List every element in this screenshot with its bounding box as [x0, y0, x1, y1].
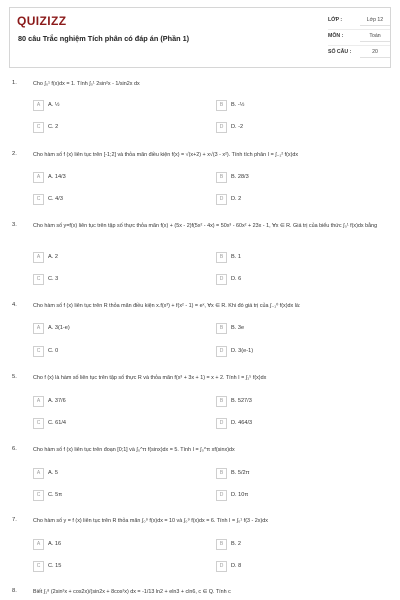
option-text: C. 2 — [48, 124, 59, 130]
option-letter-box: D — [216, 561, 227, 572]
option-letter-box: A — [33, 396, 44, 407]
option-letter-box: C — [33, 122, 44, 133]
option-letter-box: A — [33, 323, 44, 334]
option-text: C. 15 — [48, 563, 62, 569]
option-d[interactable] — [216, 490, 386, 501]
option-text: D. 8 — [231, 563, 242, 569]
option-text: A. 5 — [48, 470, 58, 476]
option-text: D. -2 — [231, 124, 244, 130]
option-b[interactable] — [216, 468, 386, 479]
question-text: Cho ∫₀¹ f(x)dx = 1. Tính ∫₀¹ 2sin²x - 1/sin2x dx — [33, 81, 140, 87]
option-a[interactable] — [33, 323, 203, 334]
count-value: 20 — [372, 49, 378, 55]
question-number: 8. — [12, 588, 17, 594]
option-letter-box: C — [33, 194, 44, 205]
option-text: D. 3(e-1) — [231, 348, 254, 354]
subject-value: Toán — [369, 33, 381, 39]
option-a[interactable] — [33, 172, 203, 183]
option-letter-box: A — [33, 468, 44, 479]
question-number: 3. — [12, 222, 17, 228]
option-c[interactable] — [33, 346, 203, 357]
option-letter-box: A — [33, 172, 44, 183]
option-c[interactable] — [33, 194, 203, 205]
question-text: Cho hàm số y=f(x) liên tục trên tập số thực thỏa mãn f(x) + (5x - 2)f(5x² - 4x) = 50x³ - 60x² + 23x - 1, ∀x ∈ R. Giá trị của biểu thức ∫₀¹ f(x)dx bằng — [33, 223, 378, 229]
option-text: B. 5/2π — [231, 470, 250, 476]
option-letter-box: C — [33, 490, 44, 501]
option-letter-box: D — [216, 490, 227, 501]
option-text: B. 1 — [231, 254, 241, 260]
option-b[interactable] — [216, 323, 386, 334]
option-b[interactable] — [216, 100, 386, 111]
class-value: Lớp 12 — [366, 17, 384, 23]
option-d[interactable] — [216, 561, 386, 572]
option-text: C. 4/3 — [48, 196, 63, 202]
class-label: LỚP : — [328, 17, 343, 23]
option-d[interactable] — [216, 274, 386, 285]
option-text: B. 2 — [231, 541, 241, 547]
option-letter-box: B — [216, 100, 227, 111]
count-underline — [360, 57, 390, 58]
option-a[interactable] — [33, 539, 203, 550]
option-letter-box: D — [216, 194, 227, 205]
option-text: A. ½ — [48, 102, 60, 108]
question-number: 4. — [12, 302, 17, 308]
question-text: Biết ∫₁⁸ (2sin²x + cos2x)/(sin2x + 8cos²x) dx = -1/13 ln2 + eln3 + cln6, c ∈ Q. Tính c — [33, 589, 231, 595]
question-number: 6. — [12, 446, 17, 452]
option-letter-box: D — [216, 346, 227, 357]
option-text: C. 3 — [48, 276, 59, 282]
question-text: Cho hàm số f (x) liên tục trên đoạn [0;1] và ∫₀^π f(sinx)dx = 5. Tính I = ∫₀^π xf(sinx)dx — [33, 447, 235, 453]
option-text: A. 37/6 — [48, 398, 66, 404]
option-text: B. 3e — [231, 325, 245, 331]
option-text: A. 14/3 — [48, 174, 66, 180]
question-number: 1. — [12, 80, 17, 86]
option-letter-box: B — [216, 172, 227, 183]
option-text: C. 5π — [48, 492, 63, 498]
option-text: B. -½ — [231, 102, 245, 108]
subject-label: MÔN : — [328, 33, 344, 39]
question-text: Cho hàm số f (x) liên tục trên [-1;2] và thỏa mãn điều kiện f(x) = √(x+2) + x√(3 - x²). Tính tích phân I = ∫₋₁² f(x)dx — [33, 152, 299, 158]
meta-divider — [328, 45, 390, 46]
subject-underline — [360, 41, 390, 42]
option-letter-box: C — [33, 346, 44, 357]
option-a[interactable] — [33, 396, 203, 407]
option-letter-box: A — [33, 252, 44, 263]
question-text: Cho hàm số f (x) liên tục trên R thỏa mãn điều kiện x.f(x³) + f(x² - 1) = eˣ, ∀x ∈ R. Khi đó giá trị của ∫₋₁⁰ f(x)dx là: — [33, 303, 301, 309]
option-text: A. 16 — [48, 541, 62, 547]
option-letter-box: B — [216, 539, 227, 550]
option-letter-box: D — [216, 122, 227, 133]
option-c[interactable] — [33, 274, 203, 285]
question-text: Cho hàm số y = f (x) liên tục trên R thỏa mãn ∫₀⁹ f(x)dx = 10 và ∫₀⁹ f(x)dx = 6. Tính I = ∫₀¹ f(3 - 2x)dx — [33, 518, 268, 524]
question-number: 2. — [12, 151, 17, 157]
option-letter-box: A — [33, 539, 44, 550]
option-c[interactable] — [33, 490, 203, 501]
option-text: C. 61/4 — [48, 420, 67, 426]
option-letter-box: C — [33, 274, 44, 285]
option-d[interactable] — [216, 194, 386, 205]
option-text: B. 28/3 — [231, 174, 249, 180]
option-b[interactable] — [216, 396, 386, 407]
option-letter-box: B — [216, 323, 227, 334]
option-letter-box: D — [216, 274, 227, 285]
option-b[interactable] — [216, 252, 386, 263]
option-text: D. 10π — [231, 492, 249, 498]
option-letter-box: A — [33, 100, 44, 111]
option-letter-box: B — [216, 468, 227, 479]
count-label: SỐ CÂU : — [328, 49, 352, 55]
question-text: Cho f (x) là hàm số liên tục trên tập số thực R và thỏa mãn f(x³ + 3x + 1) = x + 2. Tính I = ∫₁⁵ f(x)dx — [33, 375, 267, 381]
option-d[interactable] — [216, 418, 386, 429]
option-text: D. 464/3 — [231, 420, 253, 426]
quizizz-logo: QUIZIZZ — [17, 14, 67, 28]
option-a[interactable] — [33, 252, 203, 263]
option-text: A. 2 — [48, 254, 58, 260]
option-text: C. 0 — [48, 348, 59, 354]
option-c[interactable] — [33, 561, 203, 572]
option-text: A. 3(1-e) — [48, 325, 70, 331]
option-c[interactable] — [33, 418, 203, 429]
option-text: B. 527/3 — [231, 398, 252, 404]
class-underline — [360, 25, 390, 26]
option-text: D. 6 — [231, 276, 242, 282]
meta-divider — [328, 29, 390, 30]
option-a[interactable] — [33, 468, 203, 479]
option-letter-box: C — [33, 418, 44, 429]
option-a[interactable] — [33, 100, 203, 111]
option-b[interactable] — [216, 172, 386, 183]
page-title: 80 câu Trắc nghiệm Tích phân có đáp án (Phần 1) — [18, 34, 190, 43]
option-d[interactable] — [216, 122, 386, 133]
option-text: D. 2 — [231, 196, 242, 202]
option-letter-box: C — [33, 561, 44, 572]
option-c[interactable] — [33, 122, 203, 133]
document-header — [9, 7, 391, 68]
option-letter-box: B — [216, 252, 227, 263]
option-letter-box: D — [216, 418, 227, 429]
question-number: 7. — [12, 517, 17, 523]
option-b[interactable] — [216, 539, 386, 550]
option-d[interactable] — [216, 346, 386, 357]
option-letter-box: B — [216, 396, 227, 407]
question-number: 5. — [12, 374, 17, 380]
